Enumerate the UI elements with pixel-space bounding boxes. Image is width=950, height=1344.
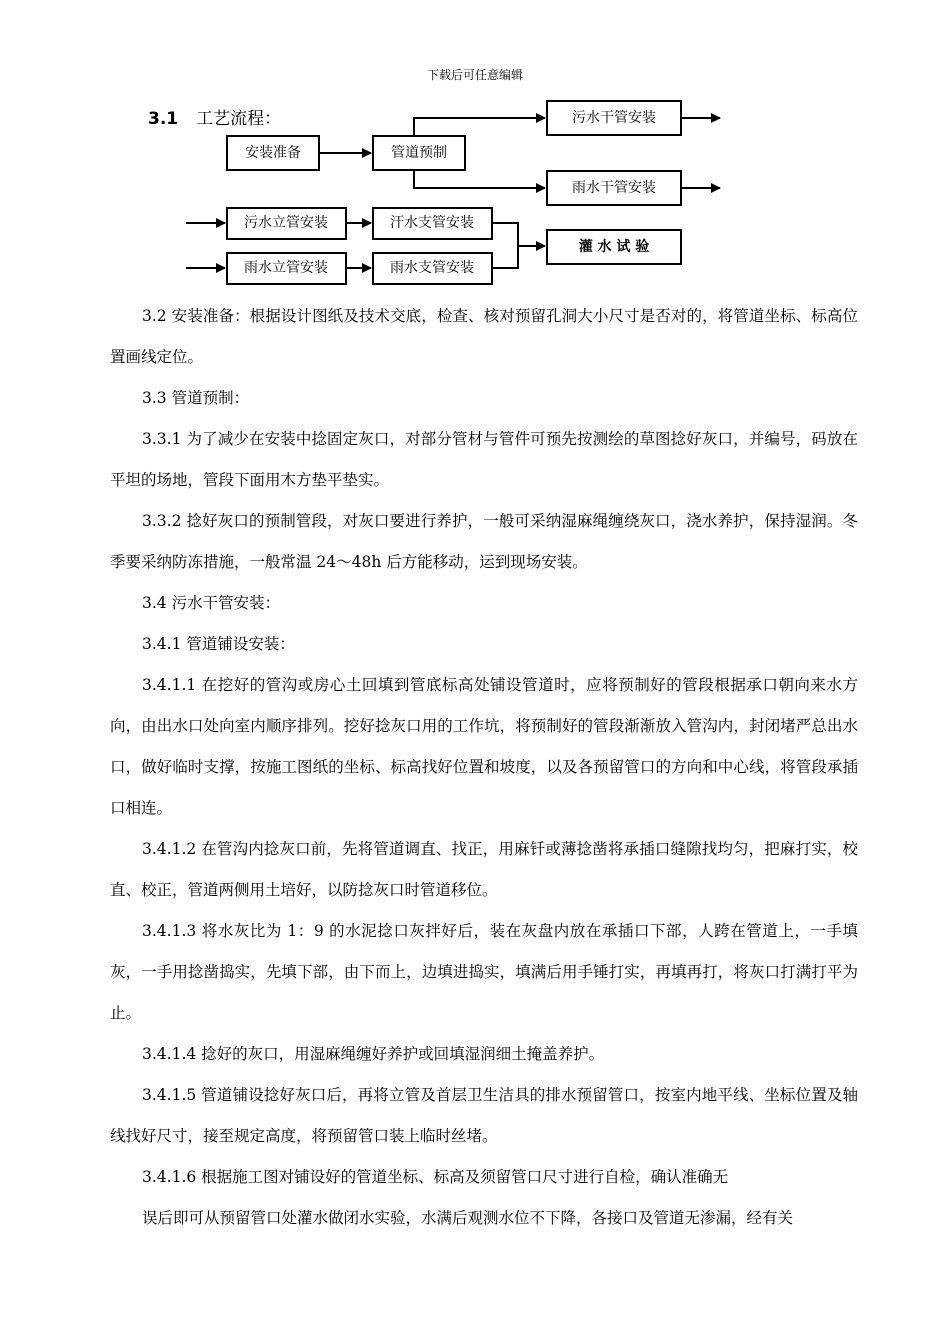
label-rain-main: 雨水干管安装 — [572, 180, 656, 196]
paragraph: 3.4.1 管道铺设安装： — [142, 635, 295, 653]
label-rain-branch: 雨水支管安装 — [390, 260, 474, 276]
paragraph: 3.4 污水干管安装： — [142, 594, 281, 612]
flowchart-svg — [140, 96, 740, 286]
section-number: 3.1 — [148, 109, 179, 129]
paragraph: 3.4.1.3 将水灰比为 1：9 的水泥捻口灰拌好后，装在灰盘内放在承插口下部，人跨在管道上，一手填灰，一手用捻凿捣实，先填下部，由下而上，边填进捣实，填满后用手锤打实，再填再打，将灰口打满打平为止。 — [110, 922, 859, 1022]
label-sewage-main: 污水干管安装 — [572, 110, 656, 126]
edge-prefab-rain-main — [414, 170, 545, 188]
paragraph: 3.3 管道预制： — [142, 389, 250, 407]
paragraph: 3.4.1.1 在挖好的管沟或房心土回填到管底标高处铺设管道时，应将预制好的管段根据承口朝向来水方向，由出水口处向室内顺序排列。挖好捻灰口用的工作坑，将预制好的管段渐渐放入管沟内，封闭堵严总出水口，做好临时支撑，按施工图纸的坐标、标高找好位置和坡度，以及各预留管口的方向和中心线，将管段承插口相连。 — [110, 676, 858, 817]
section-title: 工艺流程： — [196, 109, 282, 129]
paragraph: 3.4.1.5 管道铺设捻好灰口后，再将立管及首层卫生洁具的排水预留管口，按室内地平线、坐标位置及轴线找好尺寸，接至规定高度，将预留管口装上临时丝堵。 — [110, 1086, 858, 1145]
paragraph: 3.3.2 捻好灰口的预制管段，对灰口要进行养护，一般可采纳湿麻绳缠绕灰口，浇水养护，保持湿润。冬季要采纳防冻措施，一般常温 24～48h 后方能移动，运到现场安装。 — [110, 512, 858, 571]
label-rain-riser: 雨水立管安装 — [244, 260, 328, 276]
label-sewage-riser: 污水立管安装 — [244, 215, 328, 231]
paragraph: 3.4.1.6 根据施工图对铺设好的管道坐标、标高及须留管口尺寸进行自检，确认准确无 — [142, 1168, 729, 1186]
label-water-test: 灌 水 试 验 — [578, 239, 650, 255]
label-prefab: 管道预制 — [391, 145, 447, 161]
edge-prefab-sewage-main — [414, 118, 545, 136]
process-flowchart — [140, 96, 740, 290]
paragraph: 3.2 安装准备：根据设计图纸及技术交底，检查、核对预留孔洞大小尺寸是否对的，将管道坐标、标高位置画线定位。 — [110, 307, 858, 366]
label-sewage-branch: 汗水支管安装 — [390, 215, 474, 231]
label-prep: 安装准备 — [245, 145, 301, 161]
paragraph: 误后即可从预留管口处灌水做闭水实验，水满后观测水位不下降，各接口及管道无渗漏，经有关 — [142, 1209, 794, 1227]
paragraph: 3.4.1.2 在管沟内捻灰口前，先将管道调直、找正，用麻钎或薄捻凿将承插口缝隙找均匀，把麻打实，校直、校正，管道两侧用土培好，以防捻灰口时管道移位。 — [110, 840, 858, 899]
paragraph: 3.4.1.4 捻好的灰口，用湿麻绳缠好养护或回填湿润细土掩盖养护。 — [142, 1045, 605, 1063]
edge-branches-merge — [492, 223, 518, 268]
paragraph: 3.3.1 为了减少在安装中捻固定灰口，对部分管材与管件可预先按测绘的草图捻好灰口，并编号，码放在平坦的场地，管段下面用木方垫平垫实。 — [110, 430, 858, 489]
body-text — [110, 296, 858, 1239]
page-header: 下载后可任意编辑 — [426, 68, 523, 82]
